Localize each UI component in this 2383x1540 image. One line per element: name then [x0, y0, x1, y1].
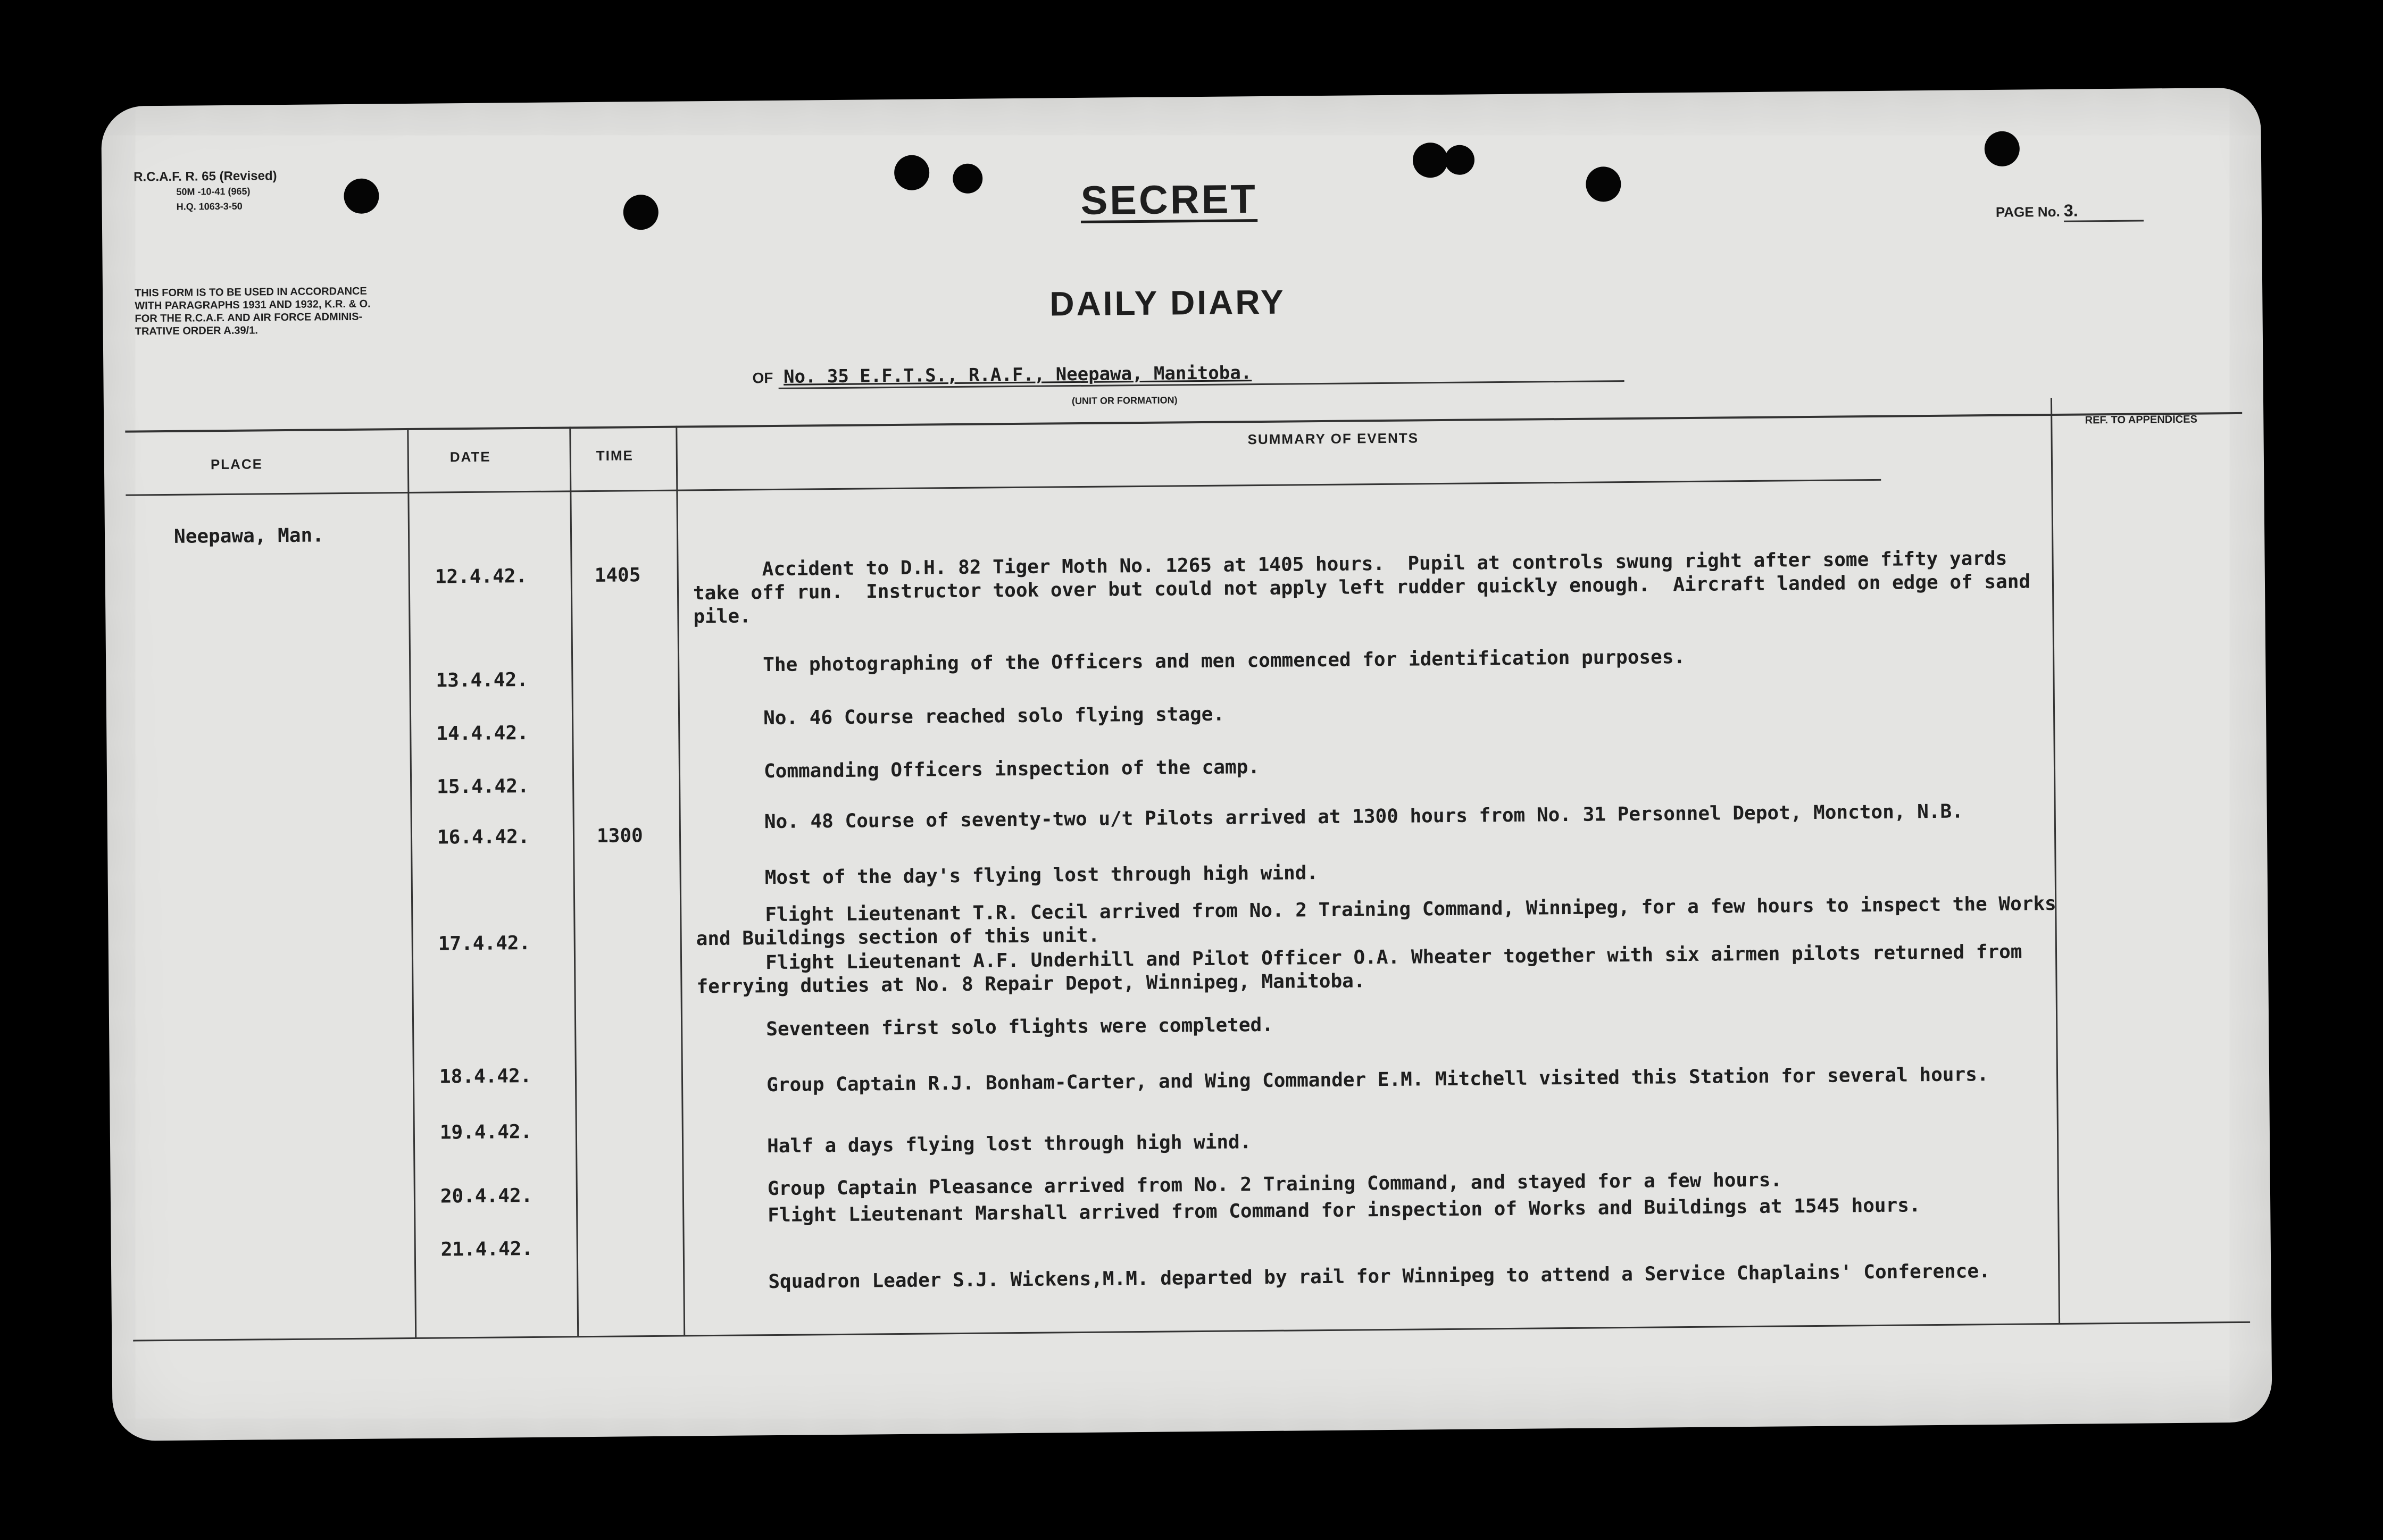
- unit-name: No. 35 E.F.T.S., R.A.F., Neepawa, Manitoba.: [778, 359, 1624, 389]
- date-cell: 14.4.42.: [436, 722, 529, 745]
- event-entry: Accident to D.H. 82 Tiger Moth No. 1265 at 1405 hours. Pupil at controls swung right after some fifty yards take off run. Instructor took over but could not apply left rudder quickly enough. Aircraft landed on edge of sand pile.: [693, 547, 2042, 628]
- event-entry: Flight Lieutenant Marshall arrived from Command for inspection of Works and Buildings at 1545 hours.: [698, 1194, 1921, 1227]
- event-entry: Commanding Officers inspection of the camp.: [694, 756, 1260, 783]
- event-entry: Group Captain Pleasance arrived from No. 2 Training Command, and stayed for a few hours.: [698, 1169, 1782, 1201]
- event-entry: Flight Lieutenant T.R. Cecil arrived from No. 2 Training Command, Winnipeg, for a few hours to inspect the Works and Buildings section of this unit.: [696, 892, 2068, 950]
- column-header-place: PLACE: [210, 456, 263, 473]
- event-entry: Squadron Leader S.J. Wickens,M.M. departed by rail for Winnipeg to attend a Service Chaplains' Conference.: [699, 1260, 1990, 1294]
- punch-hole-icon: [1445, 145, 1474, 174]
- unit-caption: (UNIT OR FORMATION): [1071, 395, 1178, 407]
- page-number-block: [1996, 200, 2144, 222]
- page-title: DAILY DIARY: [1049, 282, 1286, 323]
- instructions-line: WITH PARAGRAPHS 1931 AND 1932, K.R. & O.: [135, 298, 371, 312]
- print-line-1: 50M -10-41 (965): [176, 186, 251, 197]
- form-code-block: [134, 169, 277, 214]
- event-entry: The photographing of the Officers and men commenced for identification purposes.: [694, 646, 1686, 677]
- punch-hole-icon: [1586, 166, 1621, 202]
- date-cell: 16.4.42.: [437, 826, 530, 849]
- event-entry: No. 48 Course of seventy-two u/t Pilots arrived at 1300 hours from No. 31 Personnel Depot, Moncton, N.B.: [695, 800, 1964, 834]
- date-cell: 20.4.42.: [440, 1184, 533, 1208]
- punch-hole-icon: [953, 164, 982, 194]
- punch-hole-icon: [344, 178, 379, 214]
- table-top-rule: [125, 412, 2242, 433]
- form-instructions: [135, 285, 371, 338]
- time-cell: 1300: [596, 825, 643, 847]
- instructions-line: THIS FORM IS TO BE USED IN ACCORDANCE: [134, 285, 367, 299]
- instructions-line: FOR THE R.C.A.F. AND AIR FORCE ADMINIS-: [135, 311, 363, 325]
- event-entry: Most of the day's flying lost through high wind.: [695, 862, 1319, 890]
- of-label: OF: [752, 369, 773, 387]
- table-header-rule: [126, 479, 1881, 496]
- column-divider: [569, 426, 579, 1336]
- unit-line: [752, 359, 1624, 389]
- date-cell: 19.4.42.: [439, 1121, 532, 1144]
- date-cell: 17.4.42.: [438, 932, 531, 955]
- diary-form: [101, 88, 2272, 1441]
- page-number-label: PAGE No.: [1995, 203, 2060, 220]
- page-number-value: 3.: [2064, 200, 2144, 222]
- date-cell: 21.4.42.: [440, 1237, 534, 1261]
- punch-hole-icon: [1413, 143, 1448, 178]
- instructions-line: TRATIVE ORDER A.39/1.: [135, 324, 258, 338]
- column-header-time: TIME: [596, 447, 634, 464]
- print-line-2: H.Q. 1063-3-50: [176, 200, 243, 212]
- form-code: R.C.A.F. R. 65 (Revised): [134, 169, 277, 185]
- punch-hole-icon: [1985, 131, 2020, 167]
- place-cell: Neepawa, Man.: [173, 524, 324, 548]
- table-bottom-rule: [133, 1321, 2250, 1342]
- column-header-ref: REF. TO APPENDICES: [2085, 413, 2197, 426]
- date-cell: 13.4.42.: [436, 669, 529, 692]
- column-header-summary: SUMMARY OF EVENTS: [1247, 430, 1419, 448]
- column-divider: [676, 426, 685, 1335]
- time-cell: 1405: [594, 564, 641, 587]
- column-divider: [407, 428, 416, 1337]
- event-entry: Half a days flying lost through high wind.: [697, 1131, 1252, 1158]
- classification-heading: SECRET: [1080, 177, 1258, 223]
- punch-hole-icon: [623, 195, 659, 230]
- date-cell: 15.4.42.: [437, 775, 529, 798]
- event-entry: Seventeen first solo flights were completed.: [697, 1014, 1274, 1041]
- punch-hole-icon: [894, 155, 930, 190]
- date-cell: 12.4.42.: [435, 565, 528, 588]
- event-entry: Group Captain R.J. Bonham-Carter, and Wing Commander E.M. Mitchell visited this Station for several hours.: [697, 1064, 1989, 1097]
- event-entry: Flight Lieutenant A.F. Underhill and Pilot Officer O.A. Wheater together with six airmen pilots returned from ferrying duties at No. 8 Repair Depot, Winnipeg, Manitoba.: [696, 941, 2034, 998]
- event-entry: No. 46 Course reached solo flying stage.: [694, 703, 1225, 730]
- column-header-date: DATE: [449, 448, 491, 465]
- date-cell: 18.4.42.: [439, 1065, 532, 1088]
